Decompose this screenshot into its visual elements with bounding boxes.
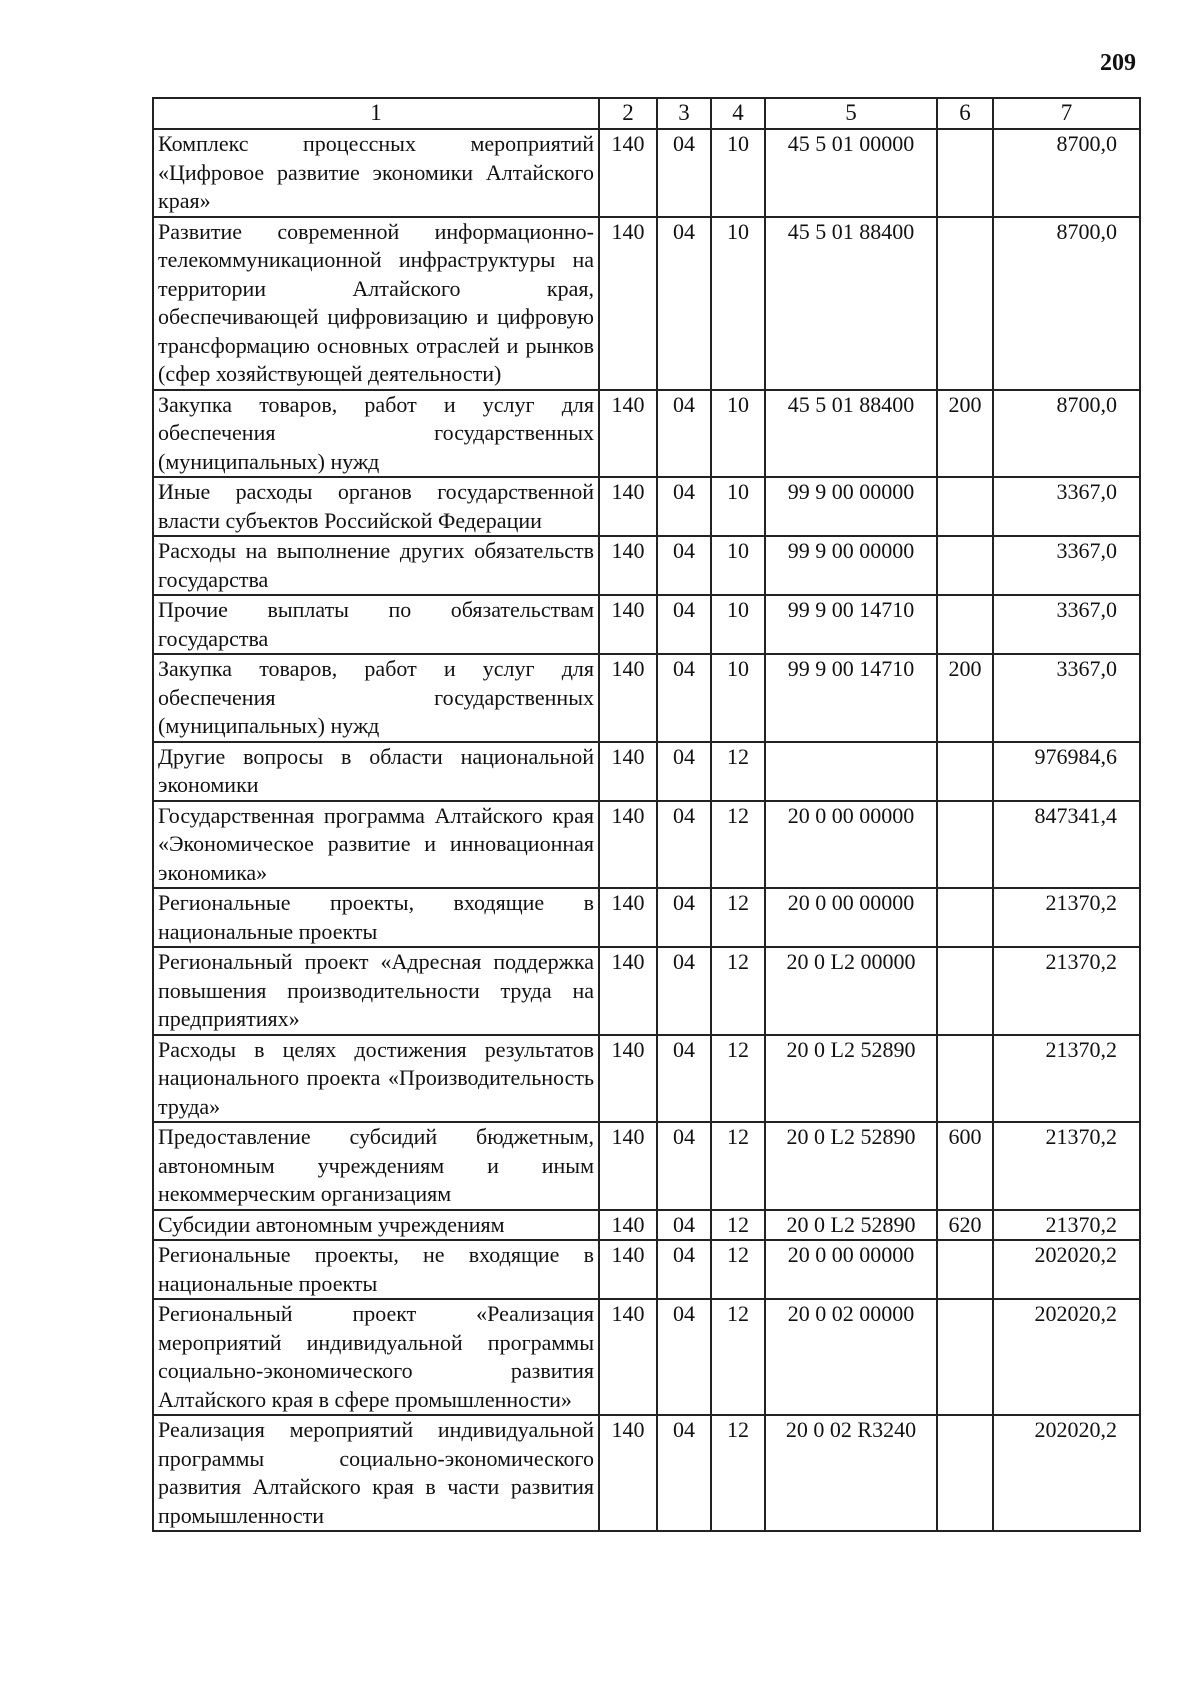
cell-col2: 140 xyxy=(599,654,657,742)
cell-code: 99 9 00 00000 xyxy=(765,477,937,536)
cell-code: 20 0 L2 00000 xyxy=(765,947,937,1035)
cell-code: 20 0 02 00000 xyxy=(765,1299,937,1415)
cell-col3: 04 xyxy=(657,129,711,217)
cell-col3: 04 xyxy=(657,477,711,536)
cell-sum: 202020,2 xyxy=(993,1240,1140,1299)
cell-type xyxy=(937,801,993,889)
cell-col3: 04 xyxy=(657,888,711,947)
cell-code: 20 0 02 R3240 xyxy=(765,1415,937,1531)
cell-type xyxy=(937,477,993,536)
cell-sum: 3367,0 xyxy=(993,477,1140,536)
table-body xyxy=(153,129,1140,1531)
cell-name: Расходы на выполнение других обязательств государства xyxy=(153,536,599,595)
cell-col4: 12 xyxy=(711,742,765,801)
cell-col4: 10 xyxy=(711,390,765,478)
cell-type xyxy=(937,217,993,390)
header-col-1: 1 xyxy=(153,98,599,129)
cell-col3: 04 xyxy=(657,1122,711,1210)
cell-col4: 12 xyxy=(711,1210,765,1241)
table-row xyxy=(153,1122,1140,1210)
cell-col2: 140 xyxy=(599,1415,657,1531)
cell-type xyxy=(937,129,993,217)
cell-col2: 140 xyxy=(599,801,657,889)
cell-name: Закупка товаров, работ и услуг для обеспечения государственных (муниципальных) нужд xyxy=(153,390,599,478)
table-row xyxy=(153,129,1140,217)
cell-col2: 140 xyxy=(599,1299,657,1415)
cell-col4: 12 xyxy=(711,947,765,1035)
cell-type xyxy=(937,536,993,595)
cell-type xyxy=(937,595,993,654)
cell-code: 99 9 00 00000 xyxy=(765,536,937,595)
table-row xyxy=(153,1210,1140,1241)
cell-type xyxy=(937,742,993,801)
table-row xyxy=(153,390,1140,478)
cell-code: 45 5 01 00000 xyxy=(765,129,937,217)
table-row xyxy=(153,1035,1140,1123)
cell-col4: 12 xyxy=(711,1035,765,1123)
cell-sum: 21370,2 xyxy=(993,888,1140,947)
cell-col3: 04 xyxy=(657,654,711,742)
cell-col2: 140 xyxy=(599,477,657,536)
table-row xyxy=(153,217,1140,390)
cell-sum: 3367,0 xyxy=(993,654,1140,742)
cell-name: Расходы в целях достижения результатов национального проекта «Производительность труда» xyxy=(153,1035,599,1123)
cell-sum: 202020,2 xyxy=(993,1299,1140,1415)
cell-col2: 140 xyxy=(599,536,657,595)
cell-col4: 12 xyxy=(711,1240,765,1299)
cell-col3: 04 xyxy=(657,536,711,595)
cell-col3: 04 xyxy=(657,1415,711,1531)
cell-type xyxy=(937,1415,993,1531)
cell-code: 99 9 00 14710 xyxy=(765,595,937,654)
table-row xyxy=(153,947,1140,1035)
cell-code: 20 0 00 00000 xyxy=(765,801,937,889)
cell-sum: 3367,0 xyxy=(993,595,1140,654)
cell-sum: 3367,0 xyxy=(993,536,1140,595)
cell-name: Развитие современной информационно-телекоммуникационной инфраструктуры на территории Алтайского края, обеспечивающей цифровизацию и цифровую трансформацию основных отраслей и рынков (сфер хозяйствующей деятельности) xyxy=(153,217,599,390)
cell-sum: 21370,2 xyxy=(993,1122,1140,1210)
cell-col4: 10 xyxy=(711,654,765,742)
table-row xyxy=(153,536,1140,595)
cell-name: Региональный проект «Адресная поддержка повышения производительности труда на предприятиях» xyxy=(153,947,599,1035)
table-row xyxy=(153,595,1140,654)
cell-code: 20 0 L2 52890 xyxy=(765,1210,937,1241)
cell-col4: 10 xyxy=(711,595,765,654)
cell-sum: 21370,2 xyxy=(993,1210,1140,1241)
cell-col4: 12 xyxy=(711,1299,765,1415)
page-number: 209 xyxy=(1100,50,1136,76)
cell-name: Реализация мероприятий индивидуальной программы социально-экономического развития Алтайского края в части развития промышленности xyxy=(153,1415,599,1531)
cell-col2: 140 xyxy=(599,595,657,654)
cell-code: 20 0 L2 52890 xyxy=(765,1122,937,1210)
cell-name: Комплекс процессных мероприятий «Цифровое развитие экономики Алтайского края» xyxy=(153,129,599,217)
header-row xyxy=(153,98,1140,129)
cell-name: Другие вопросы в области национальной экономики xyxy=(153,742,599,801)
cell-type: 200 xyxy=(937,654,993,742)
cell-code xyxy=(765,742,937,801)
header-col-5: 5 xyxy=(765,98,937,129)
cell-sum: 976984,6 xyxy=(993,742,1140,801)
cell-col2: 140 xyxy=(599,1035,657,1123)
cell-col2: 140 xyxy=(599,947,657,1035)
cell-code: 45 5 01 88400 xyxy=(765,390,937,478)
cell-sum: 8700,0 xyxy=(993,129,1140,217)
table-row xyxy=(153,1299,1140,1415)
cell-col3: 04 xyxy=(657,1035,711,1123)
cell-col2: 140 xyxy=(599,390,657,478)
cell-type xyxy=(937,1035,993,1123)
cell-col3: 04 xyxy=(657,217,711,390)
cell-col3: 04 xyxy=(657,390,711,478)
cell-type: 200 xyxy=(937,390,993,478)
cell-name: Субсидии автономным учреждениям xyxy=(153,1210,599,1241)
header-col-2: 2 xyxy=(599,98,657,129)
table-row xyxy=(153,1415,1140,1531)
cell-type xyxy=(937,947,993,1035)
cell-col4: 10 xyxy=(711,217,765,390)
table-row xyxy=(153,888,1140,947)
table-row xyxy=(153,1240,1140,1299)
cell-col4: 10 xyxy=(711,477,765,536)
table-row xyxy=(153,654,1140,742)
cell-col2: 140 xyxy=(599,1210,657,1241)
header-col-3: 3 xyxy=(657,98,711,129)
cell-col3: 04 xyxy=(657,1240,711,1299)
table-row xyxy=(153,801,1140,889)
header-col-7: 7 xyxy=(993,98,1140,129)
cell-col3: 04 xyxy=(657,595,711,654)
cell-type xyxy=(937,1299,993,1415)
cell-col2: 140 xyxy=(599,1122,657,1210)
cell-name: Предоставление субсидий бюджетным, автономным учреждениям и иным некоммерческим организациям xyxy=(153,1122,599,1210)
cell-sum: 21370,2 xyxy=(993,1035,1140,1123)
cell-col2: 140 xyxy=(599,888,657,947)
cell-name: Государственная программа Алтайского края «Экономическое развитие и инновационная экономика» xyxy=(153,801,599,889)
cell-name: Прочие выплаты по обязательствам государства xyxy=(153,595,599,654)
cell-sum: 202020,2 xyxy=(993,1415,1140,1531)
cell-name: Региональный проект «Реализация мероприятий индивидуальной программы социально-экономического развития Алтайского края в сфере промышленности» xyxy=(153,1299,599,1415)
cell-sum: 8700,0 xyxy=(993,217,1140,390)
cell-code: 45 5 01 88400 xyxy=(765,217,937,390)
table-row xyxy=(153,477,1140,536)
header-col-6: 6 xyxy=(937,98,993,129)
cell-col4: 12 xyxy=(711,1415,765,1531)
cell-name: Закупка товаров, работ и услуг для обеспечения государственных (муниципальных) нужд xyxy=(153,654,599,742)
cell-col2: 140 xyxy=(599,217,657,390)
cell-type: 600 xyxy=(937,1122,993,1210)
cell-col4: 10 xyxy=(711,536,765,595)
cell-col3: 04 xyxy=(657,742,711,801)
cell-code: 20 0 00 00000 xyxy=(765,1240,937,1299)
cell-sum: 21370,2 xyxy=(993,947,1140,1035)
cell-type xyxy=(937,1240,993,1299)
cell-sum: 8700,0 xyxy=(993,390,1140,478)
cell-code: 99 9 00 14710 xyxy=(765,654,937,742)
cell-col2: 140 xyxy=(599,1240,657,1299)
cell-sum: 847341,4 xyxy=(993,801,1140,889)
cell-col3: 04 xyxy=(657,1299,711,1415)
cell-name: Региональные проекты, входящие в национальные проекты xyxy=(153,888,599,947)
cell-col2: 140 xyxy=(599,742,657,801)
cell-col4: 12 xyxy=(711,1122,765,1210)
budget-table xyxy=(152,97,1141,1532)
cell-col2: 140 xyxy=(599,129,657,217)
cell-col4: 12 xyxy=(711,888,765,947)
table-row xyxy=(153,742,1140,801)
header-col-4: 4 xyxy=(711,98,765,129)
cell-col4: 12 xyxy=(711,801,765,889)
cell-name: Региональные проекты, не входящие в национальные проекты xyxy=(153,1240,599,1299)
cell-col3: 04 xyxy=(657,801,711,889)
cell-type xyxy=(937,888,993,947)
cell-type: 620 xyxy=(937,1210,993,1241)
cell-col3: 04 xyxy=(657,1210,711,1241)
cell-code: 20 0 L2 52890 xyxy=(765,1035,937,1123)
cell-code: 20 0 00 00000 xyxy=(765,888,937,947)
cell-name: Иные расходы органов государственной власти субъектов Российской Федерации xyxy=(153,477,599,536)
cell-col4: 10 xyxy=(711,129,765,217)
cell-col3: 04 xyxy=(657,947,711,1035)
